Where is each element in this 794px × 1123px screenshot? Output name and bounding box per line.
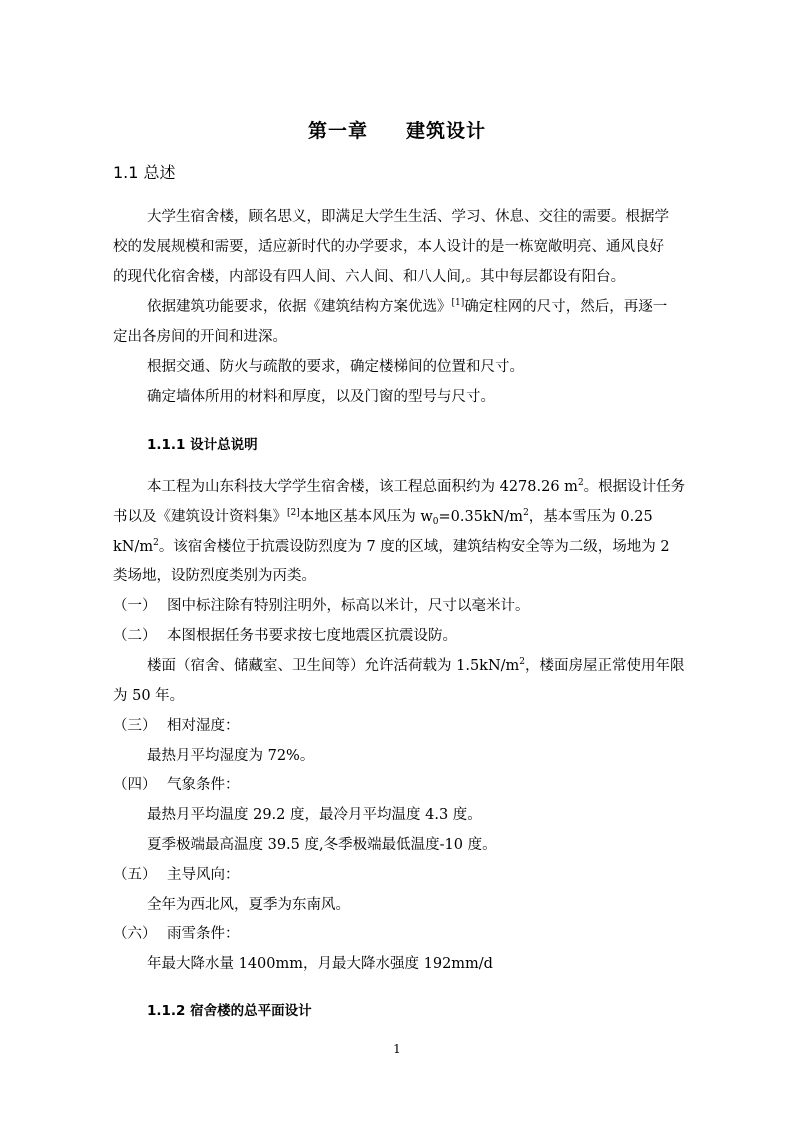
paragraph-line: 年最大降水量 1400mm，月最大降水强度 192mm/d <box>147 956 493 972</box>
list-item-text: 主导风向： <box>167 867 240 883</box>
text-span: ，楼面房屋正常使用年限 <box>525 658 685 674</box>
list-item-label: （五） <box>113 867 157 883</box>
paragraph-line: 夏季极端最高温度 39.5 度,冬季极端最低温度-10 度。 <box>147 837 497 853</box>
list-item-text: 本图根据任务书要求按七度地震区抗震设防。 <box>167 628 457 644</box>
text-span: 书以及《建筑设计资料集》 <box>113 509 287 525</box>
subsection-heading-1-1-2: 1.1.2 宿舍楼的总平面设计 <box>147 1003 312 1019</box>
subscript: 0 <box>432 517 439 527</box>
list-item <box>113 924 240 944</box>
list-item <box>113 596 530 616</box>
chapter-number: 第一章 <box>307 120 368 142</box>
list-item-text: 气象条件： <box>167 777 240 793</box>
paragraph-line: 为 50 年。 <box>113 688 185 704</box>
list-item-text: 图中标注除有特别注明外，标高以米计，尺寸以毫米计。 <box>167 598 530 614</box>
list-item <box>113 865 240 885</box>
list-item-label: （四） <box>113 777 157 793</box>
text-span: 本地区基本风压为 w <box>299 509 433 525</box>
text-span: =0.35kN/m <box>438 509 524 525</box>
section-heading-1-1: 1.1 总述 <box>113 163 176 182</box>
paragraph-line: 大学生宿舍楼，顾名思义，即满足大学生生活、学习、休息、交往的需要。根据学 <box>147 209 669 225</box>
superscript: 2 <box>153 538 159 548</box>
superscript: 2 <box>519 657 526 667</box>
citation-ref: [2] <box>287 508 300 518</box>
paragraph-line: 类场地，设防烈度类别为丙类。 <box>113 568 316 584</box>
paragraph-line: 最热月平均温度 29.2 度，最冷月平均温度 4.3 度。 <box>147 807 482 823</box>
list-item <box>113 775 240 795</box>
paragraph-line <box>113 507 653 527</box>
text-span: ，基本雪压为 0.25 <box>528 509 653 525</box>
list-item-label: （一） <box>113 598 157 614</box>
paragraph-line: 根据交通、防火与疏散的要求，确定楼梯间的位置和尺寸。 <box>147 359 524 375</box>
paragraph-line: 确定墙体所用的材料和厚度，以及门窗的型号与尺寸。 <box>147 389 495 405</box>
paragraph-line <box>113 537 670 557</box>
paragraph-line: 定出各房间的开间和进深。 <box>113 329 287 345</box>
subsection-heading-1-1-1: 1.1.1 设计总说明 <box>147 437 258 453</box>
text-span: 。该宿舍楼位于抗震设防烈度为 7 度的区域，建筑结构安全等为二级，场地为 2 <box>158 539 670 555</box>
list-item-text: 雨雪条件： <box>167 926 240 942</box>
paragraph-line: 全年为西北风，夏季为东南风。 <box>147 897 350 913</box>
list-item-text: 相对湿度： <box>167 718 240 734</box>
text-span: 依据建筑功能要求，依据《建筑结构方案优选》 <box>147 299 452 315</box>
text-span: 。根据设计任务 <box>583 479 686 495</box>
paragraph-line: 的现代化宿舍楼，内部设有四人间、六人间、和八人间,。其中每层都设有阳台。 <box>113 269 626 285</box>
text-span: kN/m <box>113 539 154 555</box>
chapter-name: 建筑设计 <box>406 120 487 142</box>
text-span: 楼面（宿舍、储藏室、卫生间等）允许活荷载为 1.5kN/m <box>147 658 520 674</box>
page-number: 1 <box>393 1042 401 1056</box>
superscript: 2 <box>523 508 529 518</box>
paragraph-line <box>147 656 685 676</box>
citation-ref: [1] <box>451 298 465 308</box>
list-item-label: （六） <box>113 926 157 942</box>
paragraph-line: 校的发展规模和需要，适应新时代的办学要求，本人设计的是一栋宽敞明亮、通风良好 <box>113 239 664 255</box>
chapter-title <box>0 116 794 143</box>
paragraph-line <box>147 477 685 497</box>
list-item <box>113 716 240 736</box>
paragraph-line <box>147 297 667 317</box>
paragraph-line: 最热月平均湿度为 72%。 <box>147 748 315 764</box>
superscript: 2 <box>577 478 584 488</box>
list-item <box>113 626 457 646</box>
text-span: 本工程为山东科技大学学生宿舍楼，该工程总面积约为 4278.26 m <box>147 479 578 495</box>
list-item-label: （二） <box>113 628 157 644</box>
list-item-label: （三） <box>113 718 157 734</box>
text-span: 确定柱网的尺寸，然后，再逐一 <box>464 299 668 315</box>
